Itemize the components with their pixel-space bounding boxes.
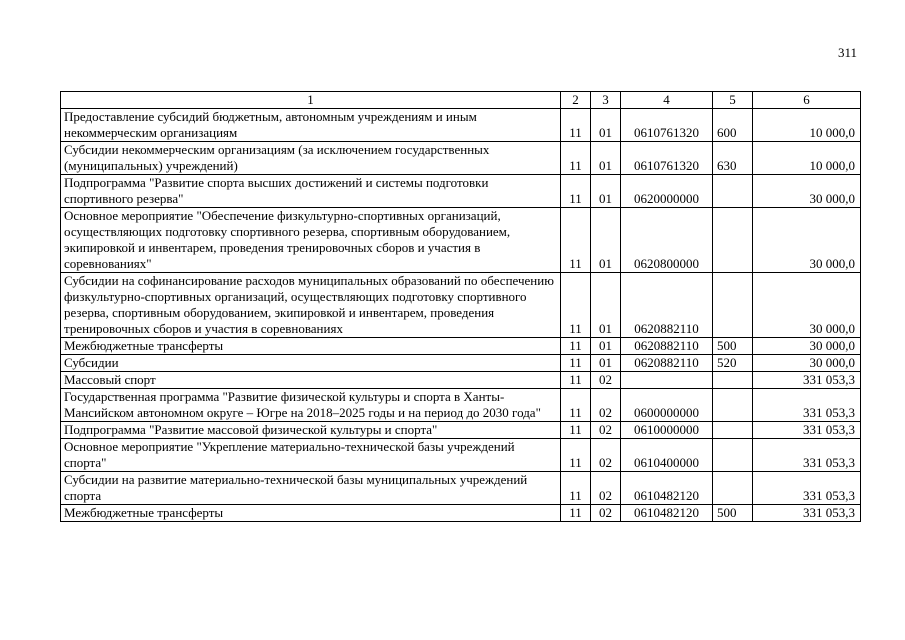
row-expense-type: 500 [713, 338, 753, 355]
row-amount: 10 000,0 [753, 142, 861, 175]
row-target-article: 0620882110 [621, 338, 713, 355]
row-subsection: 01 [591, 175, 621, 208]
row-section: 11 [561, 472, 591, 505]
table-row [61, 109, 861, 142]
row-amount: 331 053,3 [753, 372, 861, 389]
header-col-2: 2 [561, 92, 591, 109]
row-subsection: 01 [591, 109, 621, 142]
row-section: 11 [561, 175, 591, 208]
row-section: 11 [561, 389, 591, 422]
page-number: 311 [837, 45, 857, 60]
row-name: Государственная программа "Развитие физической культуры и спорта в Ханты-Мансийском автономном округе – Югре на 2018–2025 годы и на период до 2030 года" [61, 389, 561, 422]
header-col-1: 1 [61, 92, 561, 109]
row-section: 11 [561, 273, 591, 338]
row-amount: 331 053,3 [753, 505, 861, 522]
row-expense-type: 520 [713, 355, 753, 372]
row-expense-type: 600 [713, 109, 753, 142]
row-name: Основное мероприятие "Укрепление материально-технической базы учреждений спорта" [61, 439, 561, 472]
row-section: 11 [561, 422, 591, 439]
row-subsection: 01 [591, 338, 621, 355]
table-row [61, 142, 861, 175]
row-name: Подпрограмма "Развитие спорта высших достижений и системы подготовки спортивного резерва" [61, 175, 561, 208]
row-subsection: 02 [591, 422, 621, 439]
header-col-6: 6 [753, 92, 861, 109]
row-expense-type [713, 175, 753, 208]
row-section: 11 [561, 505, 591, 522]
table-row [61, 439, 861, 472]
row-section: 11 [561, 142, 591, 175]
row-target-article: 0610482120 [621, 505, 713, 522]
row-amount: 10 000,0 [753, 109, 861, 142]
row-amount: 331 053,3 [753, 472, 861, 505]
row-section: 11 [561, 355, 591, 372]
row-subsection: 02 [591, 439, 621, 472]
row-expense-type: 500 [713, 505, 753, 522]
row-amount: 331 053,3 [753, 422, 861, 439]
row-subsection: 01 [591, 273, 621, 338]
row-subsection: 01 [591, 355, 621, 372]
row-name: Субсидии [61, 355, 561, 372]
row-target-article: 0600000000 [621, 389, 713, 422]
row-target-article: 0610761320 [621, 109, 713, 142]
table-row [61, 372, 861, 389]
row-target-article: 0610482120 [621, 472, 713, 505]
row-target-article: 0620882110 [621, 273, 713, 338]
row-expense-type: 630 [713, 142, 753, 175]
row-name: Массовый спорт [61, 372, 561, 389]
row-name: Субсидии на развитие материально-технической базы муниципальных учреждений спорта [61, 472, 561, 505]
table-row [61, 208, 861, 273]
row-name: Подпрограмма "Развитие массовой физической культуры и спорта" [61, 422, 561, 439]
table-row [61, 338, 861, 355]
row-section: 11 [561, 372, 591, 389]
row-amount: 331 053,3 [753, 389, 861, 422]
row-subsection: 02 [591, 472, 621, 505]
row-expense-type [713, 422, 753, 439]
row-target-article: 0620800000 [621, 208, 713, 273]
row-section: 11 [561, 208, 591, 273]
row-target-article: 0620882110 [621, 355, 713, 372]
row-amount: 30 000,0 [753, 338, 861, 355]
row-subsection: 01 [591, 142, 621, 175]
table-header-row [61, 92, 861, 109]
header-col-4: 4 [621, 92, 713, 109]
row-amount: 331 053,3 [753, 439, 861, 472]
table-row [61, 505, 861, 522]
row-name: Межбюджетные трансферты [61, 505, 561, 522]
row-amount: 30 000,0 [753, 355, 861, 372]
row-expense-type [713, 372, 753, 389]
row-name: Субсидии на софинансирование расходов муниципальных образований по обеспечению физкультурно-спортивных организаций, осуществляющих подготовку спортивного резерва, спортивным оборудованием, экипировкой и инвентарем, проведения тренировочных сборов и участия в соревнованиях [61, 273, 561, 338]
row-section: 11 [561, 439, 591, 472]
row-expense-type [713, 472, 753, 505]
row-target-article: 0610000000 [621, 422, 713, 439]
row-name: Субсидии некоммерческим организациям (за исключением государственных (муниципальных) учреждений) [61, 142, 561, 175]
row-section: 11 [561, 109, 591, 142]
row-name: Предоставление субсидий бюджетным, автономным учреждениям и иным некоммерческим организациям [61, 109, 561, 142]
row-target-article: 0620000000 [621, 175, 713, 208]
header-col-5: 5 [713, 92, 753, 109]
row-name: Основное мероприятие "Обеспечение физкультурно-спортивных организаций, осуществляющих подготовку спортивного резерва, спортивным оборудованием, экипировкой и инвентарем, проведения тренировочных сборов и участия в соревнованиях" [61, 208, 561, 273]
table-row [61, 389, 861, 422]
table-row [61, 355, 861, 372]
header-col-3: 3 [591, 92, 621, 109]
row-name: Межбюджетные трансферты [61, 338, 561, 355]
row-subsection: 02 [591, 372, 621, 389]
row-amount: 30 000,0 [753, 175, 861, 208]
row-subsection: 02 [591, 389, 621, 422]
table-row [61, 175, 861, 208]
row-expense-type [713, 439, 753, 472]
table-row [61, 472, 861, 505]
table-row [61, 422, 861, 439]
row-target-article [621, 372, 713, 389]
budget-table [60, 91, 861, 522]
row-amount: 30 000,0 [753, 273, 861, 338]
row-target-article: 0610761320 [621, 142, 713, 175]
table-row [61, 273, 861, 338]
row-expense-type [713, 389, 753, 422]
row-amount: 30 000,0 [753, 208, 861, 273]
row-subsection: 01 [591, 208, 621, 273]
row-subsection: 02 [591, 505, 621, 522]
row-target-article: 0610400000 [621, 439, 713, 472]
row-section: 11 [561, 338, 591, 355]
row-expense-type [713, 273, 753, 338]
row-expense-type [713, 208, 753, 273]
